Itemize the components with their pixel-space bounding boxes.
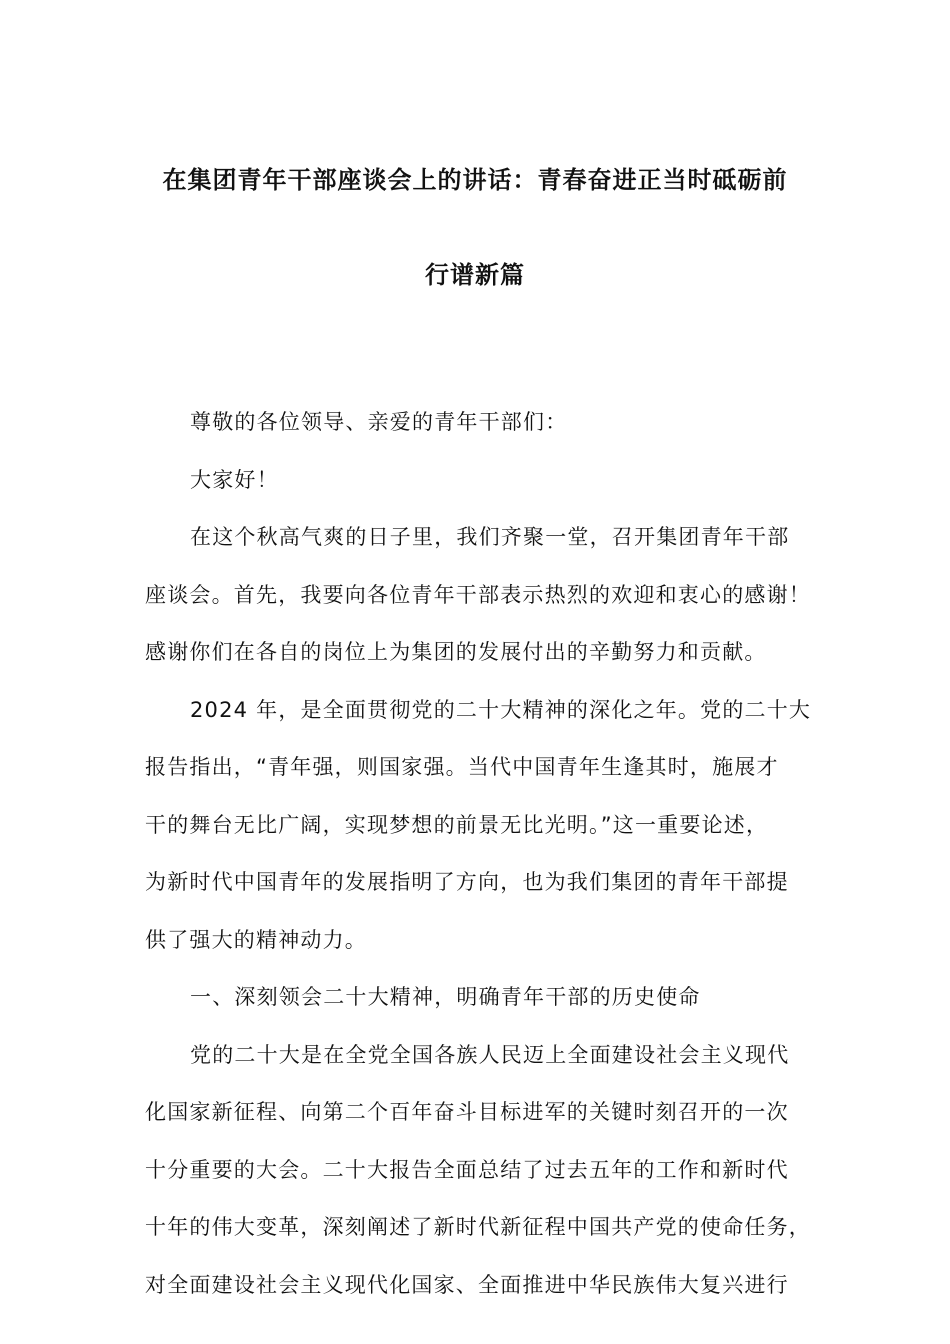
body-line: 化国家新征程、向第二个百年奋斗目标进军的关键时刻召开的一次 <box>145 1100 789 1124</box>
body-line: 报告指出，“青年强，则国家强。当代中国青年生逢其时，施展才 <box>145 755 779 779</box>
document-title-line-2: 行谱新篇 <box>425 261 525 289</box>
body-line: 2024 年，是全面贯彻党的二十大精神的深化之年。党的二十大 <box>190 697 812 722</box>
body-line: 为新时代中国青年的发展指明了方向，也为我们集团的青年干部提 <box>145 870 789 894</box>
body-line: 尊敬的各位领导、亲爱的青年干部们： <box>190 410 568 434</box>
body-line: 对全面建设社会主义现代化国家、全面推进中华民族伟大复兴进行 <box>145 1272 789 1297</box>
body-line: 干的舞台无比广阔，实现梦想的前景无比光明。”这一重要论述， <box>145 812 769 837</box>
document-title-line-1: 在集团青年干部座谈会上的讲话：青春奋进正当时砥砺前 <box>162 166 788 194</box>
body-line: 十分重要的大会。二十大报告全面总结了过去五年的工作和新时代 <box>145 1157 789 1182</box>
body-line: 座谈会。首先，我要向各位青年干部表示热烈的欢迎和衷心的感谢！ <box>145 582 811 607</box>
body-line: 十年的伟大变革，深刻阐述了新时代新征程中国共产党的使命任务， <box>145 1215 811 1239</box>
document-body <box>145 394 810 1314</box>
section-heading: 一、深刻领会二十大精神，明确青年干部的历史使命 <box>190 985 701 1009</box>
body-line: 在这个秋高气爽的日子里，我们齐聚一堂，召开集团青年干部 <box>190 525 790 549</box>
body-line: 党的二十大是在全党全国各族人民迈上全面建设社会主义现代 <box>190 1042 790 1067</box>
body-line: 大家好！ <box>190 467 279 492</box>
body-line: 感谢你们在各自的岗位上为集团的发展付出的辛勤努力和贡献。 <box>145 640 767 664</box>
body-line: 供了强大的精神动力。 <box>145 927 367 952</box>
